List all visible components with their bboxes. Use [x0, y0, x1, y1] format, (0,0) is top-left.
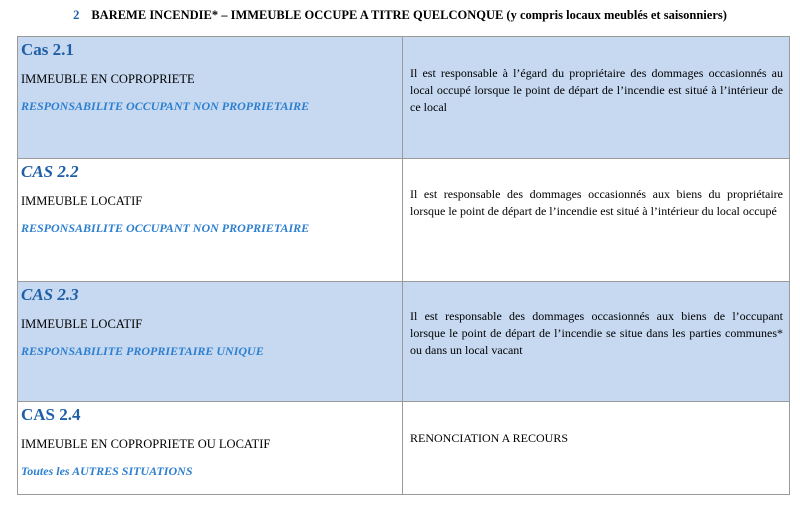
responsibility-label: Toutes les AUTRES SITUATIONS	[21, 464, 193, 478]
case-title: Cas 2.1	[21, 40, 74, 59]
case-cell	[18, 159, 403, 282]
description-cell	[403, 159, 790, 282]
case-title: CAS 2.3	[21, 285, 79, 304]
case-title: CAS 2.2	[21, 162, 79, 181]
bareme-table	[17, 36, 790, 495]
description-text: Il est responsable des dommages occasionnés aux biens de l’occupant lorsque le point de départ de l’incendie se situe dans les parties communes* ou dans un local vacant	[410, 309, 783, 357]
case-cell	[18, 37, 403, 159]
description-cell	[403, 402, 790, 495]
building-type: IMMEUBLE EN COPROPRIETE OU LOCATIF	[21, 437, 271, 451]
case-title: CAS 2.4	[21, 405, 81, 424]
responsibility-label: RESPONSABILITE OCCUPANT NON PROPRIETAIRE	[21, 221, 310, 235]
description-cell	[403, 282, 790, 402]
responsibility-label: RESPONSABILITE OCCUPANT NON PROPRIETAIRE	[21, 99, 310, 113]
responsibility-label: RESPONSABILITE PROPRIETAIRE UNIQUE	[21, 344, 264, 358]
building-type: IMMEUBLE LOCATIF	[21, 194, 143, 208]
table-row-cas-2-2	[18, 159, 790, 282]
section-heading	[0, 8, 800, 23]
table-row-cas-2-4	[18, 402, 790, 495]
description-text: Il est responsable à l’égard du propriétaire des dommages occasionnés au local occupé lorsque le point de départ de l’incendie est situé à l’intérieur de ce local	[410, 66, 783, 114]
section-number: 2	[73, 8, 80, 22]
section-title: BAREME INCENDIE* – IMMEUBLE OCCUPE A TITRE QUELCONQUE (y compris locaux meublés et saisonniers)	[91, 8, 727, 22]
description-cell	[403, 37, 790, 159]
description-text: RENONCIATION A RECOURS	[410, 431, 569, 445]
description-text: Il est responsable des dommages occasionnés aux biens du propriétaire lorsque le point de départ de l’incendie est situé à l’intérieur du local occupé	[410, 187, 783, 218]
table-row-cas-2-3	[18, 282, 790, 402]
case-cell	[18, 402, 403, 495]
building-type: IMMEUBLE LOCATIF	[21, 317, 143, 331]
building-type: IMMEUBLE EN COPROPRIETE	[21, 72, 195, 86]
table-row-cas-2-1	[18, 37, 790, 159]
case-cell	[18, 282, 403, 402]
